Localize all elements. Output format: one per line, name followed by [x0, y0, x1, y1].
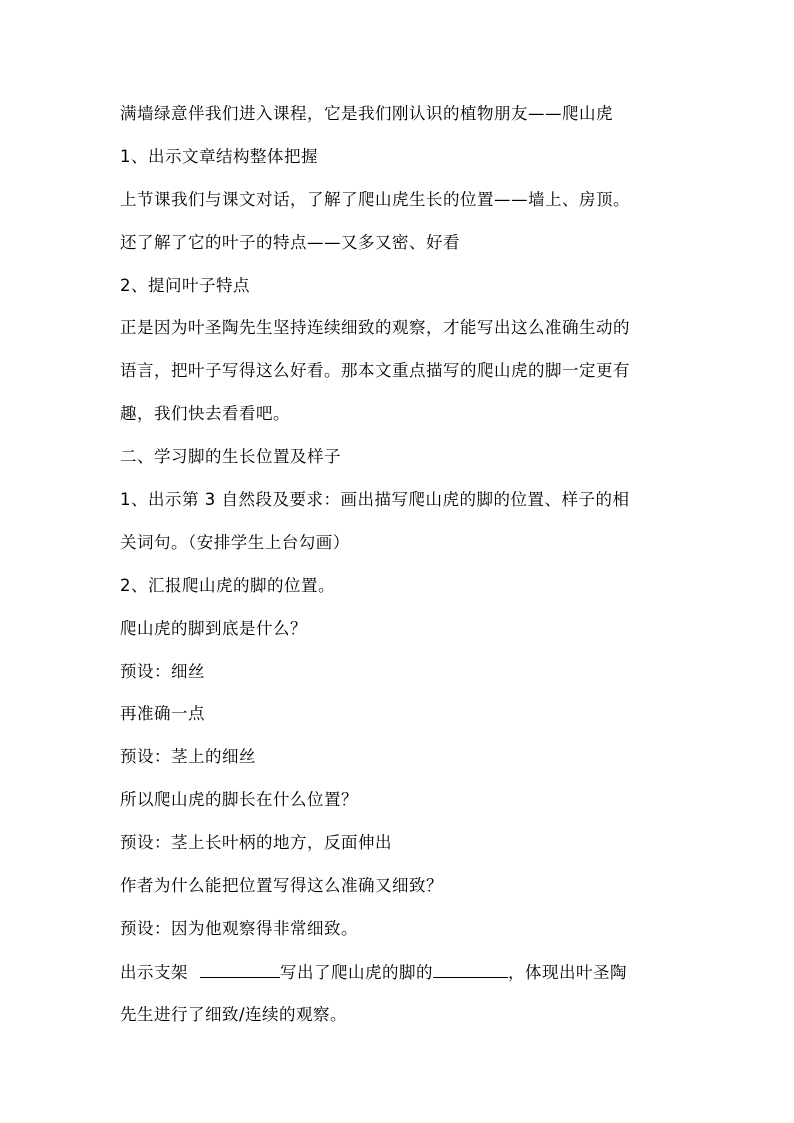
paragraph-line: 预设：细丝	[120, 661, 205, 681]
paragraph-line: 关词句。（安排学生上台勾画）	[120, 532, 350, 552]
paragraph-line: 作者为什么能把位置写得这么准确又细致？	[120, 876, 443, 896]
paragraph-line: 再准确一点	[120, 704, 205, 724]
paragraph-line: 爬山虎的脚到底是什么？	[120, 618, 307, 638]
paragraph-line: 满墙绿意伴我们进入课程，它是我们刚认识的植物朋友——爬山虎	[120, 104, 613, 123]
paragraph-line: 先生进行了细致/连续的观察。	[120, 1004, 348, 1024]
paragraph-line: 语言，把叶子写得这么好看。那本文重点描写的爬山虎的脚一定更有	[120, 361, 630, 381]
paragraph-line: 正是因为叶圣陶先生坚持连续细致的观察，才能写出这么准确生动的	[120, 318, 630, 338]
paragraph-line: 预设：茎上长叶柄的地方，反面伸出	[120, 833, 392, 853]
scaffold-text-part3: ，体现出叶圣陶	[508, 962, 627, 982]
paragraph-line: 所以爬山虎的脚长在什么位置？	[120, 790, 358, 810]
paragraph-line: 还了解了它的叶子的特点——又多又密、好看	[120, 232, 460, 252]
fill-in-blank	[433, 962, 508, 978]
paragraph-line: 预设：因为他观察得非常细致。	[120, 918, 358, 938]
document-page	[120, 104, 680, 1048]
scaffold-text-part2: 写出了爬山虎的脚的	[280, 962, 433, 982]
paragraph-line: 1、出示文章结构整体把握	[120, 146, 318, 166]
scaffold-line	[120, 962, 680, 982]
paragraph-line: 二、学习脚的生长位置及样子	[120, 447, 341, 467]
scaffold-text-part1: 出示支架	[120, 962, 188, 982]
paragraph-line: 趣，我们快去看看吧。	[120, 404, 290, 424]
paragraph-line: 2、汇报爬山虎的脚的位置。	[120, 575, 335, 595]
paragraph-line: 上节课我们与课文对话，了解了爬山虎生长的位置——墙上、房顶。	[120, 189, 630, 209]
paragraph-line: 2、提问叶子特点	[120, 275, 250, 295]
paragraph-line: 预设：茎上的细丝	[120, 747, 256, 767]
paragraph-line: 1、出示第 3 自然段及要求：画出描写爬山虎的脚的位置、样子的相	[120, 490, 630, 510]
fill-in-blank	[200, 962, 280, 978]
